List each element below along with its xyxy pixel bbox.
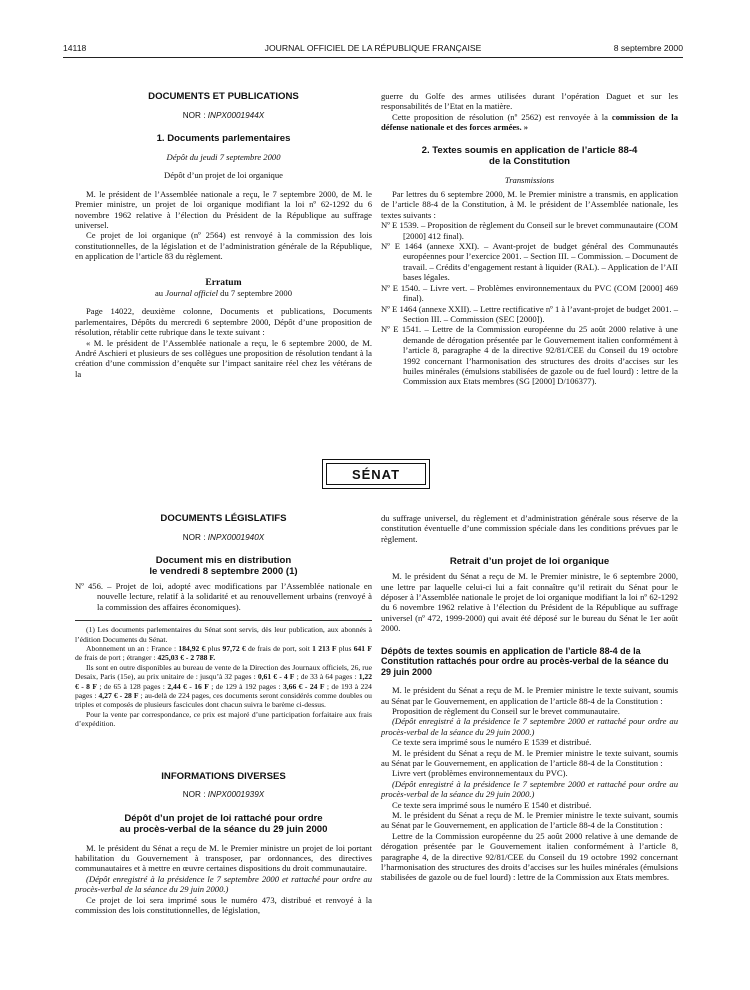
paragraph: Par lettres du 6 septembre 2000, M. le Premier ministre a transmis, en application de l’article 88-4 de la Constitution, à M. le président de l’Assemblée nationale, les textes suivants :: [381, 189, 678, 220]
subsection-title: Dépôt d’un projet de loi rattaché pour ordre au procès-verbal de la séance du 29 juin 2000: [119, 812, 328, 835]
footnote: (1) Les documents parlementaires du Sénat sont servis, dès leur publication, aux abonnés à l’édition Documents du Sénat. Abonnement un an : France : 184,92 € plus 97,72 € de frais de port, soit 1 213 F plus 641 F de frais de port ; étranger : 425,03 € - 2 788 F. Ils sont en outre disponibles au bureau de vente de la Direction des Journaux officiels, 26, rue Desaix, Paris (15e), au prix unitaire de : jusqu’à 32 pages : 0,61 € - 4 F ; de 33 à 64 pages : 1,22 € - 8 F ; de 65 à 128 pages : 2,44 € - 16 F ; de 129 à 192 pages : 3,66 € - 24 F ; de 193 à 224 pages : 4,27 € - 28 F ; au-delà de 224 pages, ces documents seront considérés comme doubles ou triples et composés de plusieurs fascicules dont chacun suivra le barème ci-dessus. Pour la vente par correspondance, ce prix est majoré d’une participation forfaitaire aux frais d’expédition.: [75, 625, 372, 729]
list-item: Nº E 1540. – Livre vert. – Problèmes environnementaux du PVC (COM [2000] 469 final).: [381, 282, 678, 304]
paragraph: M. le président de l’Assemblée nationale a reçu, le 7 septembre 2000, de M. le Premier ministre, un projet de loi organique modifiant la loi nº 62-1292 du 6 novembre 1962 relative à l’élection du Président de la République au suffrage universel.: [75, 188, 372, 230]
senat-column-left: [75, 513, 372, 915]
list-item: Nº 456. – Projet de loi, adopté avec modifications par l’Assemblée nationale en nouvelle lecture, relatif à la solidarité et au renouvellement urbains (renvoyé à la commission des affaires économiques).: [75, 580, 372, 612]
nor-reference: NOR : INPX0001940X: [182, 532, 265, 542]
paragraph: M. le président du Sénat a reçu de M. le Premier ministre le texte suivant, soumis au Sénat par le Gouvernement, en application de l’article 88-4 de la Constitution :: [381, 810, 678, 831]
nor-reference: NOR : INPX0001939X: [182, 790, 265, 800]
paragraph: M. le président du Sénat a reçu de M. le Premier ministre le texte suivant, soumis au Sénat par le Gouvernement, en application de l’article 88-4 de la Constitution :: [381, 685, 678, 706]
an-column-left: [75, 91, 372, 379]
subsection-title: Dépôts de textes soumis en application de l’article 88-4 de la Constitution rattachés pour ordre au procès-verbal de la séance du 29 juin 2000: [381, 645, 669, 677]
paragraph: Lettre de la Commission européenne du 25 août 2000 relative à une demande de dérogation présentée par le Gouvernement italien conformément à l’article 8, paragraphe 4, de la directive 92/81/CEE du Conseil du 19 octobre 1992 concernant l’harmonisation des structures des droits d’accises sur les huiles minérales (émulsions stabilisées de gazole ou de fuel lourd) : lettre de la Commission aux Etats membres.: [381, 830, 678, 883]
list-item: Nº E 1464 (annexe XXI). – Avant-projet de budget général des Communautés européennes pour l’exercice 2001. – Section III. – Commission. – Document de travail. – Crédits d’engagement restant à liquider (RAL). – Application de l’AII bases légales.: [381, 241, 678, 283]
paragraph: « M. le président de l’Assemblée nationale a reçu, le 6 septembre 2000, de M. André Aschieri et plusieurs de ses collègues une proposition de résolution tendant à la création d’une commission d’enquête sur l’impact sanitaire réel chez les vétérans de la: [75, 337, 372, 379]
erratum-title: Erratum: [205, 276, 242, 288]
deposit-date: Dépôt du jeudi 7 septembre 2000: [166, 151, 281, 162]
subsection-title: Document mis en distribution le vendredi 8 septembre 2000 (1): [149, 554, 298, 577]
list-item: Nº E 1541. – Lettre de la Commission européenne du 25 août 2000 relative à une demande de dérogation présentée par le Gouvernement italien conformément à l’article 8, paragraphe 4 de la directive 92/81/CEE du Conseil du 19 octobre 1992 concernant l’harmonisation des structures des droits d’accises sur les huiles minérales (émulsions stabilisées de gazole ou de fuel lourd) : lettre de la Commission aux Etats membres (SG [2000] D/106377).: [381, 324, 678, 387]
paragraph: Livre vert (problèmes environnementaux du PVC).: [392, 768, 568, 779]
paragraph: M. le président du Sénat a reçu de M. le Premier ministre un projet de loi portant habilitation du Gouvernement à transposer, par ordonnances, des directives communautaires et à mettre en œuvre certaines dispositions du droit communautaire.: [75, 842, 372, 874]
page-header: [63, 43, 683, 58]
page-number: 14118: [63, 43, 87, 53]
senat-banner: SÉNAT: [322, 459, 430, 489]
senat-column-right: [381, 513, 678, 883]
paragraph: guerre du Golfe des armes utilisées durant l’opération Daguet et sur les responsabilités de l’Etat en la matière.: [381, 91, 678, 112]
transmissions-label: Transmissions: [504, 174, 555, 185]
paragraph: Ce projet de loi sera imprimé sous le numéro 473, distribué et renvoyé à la commission des lois constitutionnelles, de législation,: [75, 894, 372, 915]
paragraph: Ce texte sera imprimé sous le numéro E 1539 et distribué.: [392, 737, 592, 748]
nor-reference: NOR : INPX0001944X: [182, 110, 265, 120]
list-item: Nº E 1464 (annexe XXII). – Lettre rectificative nº 1 à l’avant-projet de budget 2001. – Section III. – Commission (SEC [2000]).: [381, 303, 678, 324]
paragraph: Page 14022, deuxième colonne, Documents et publications, Documents parlementaires, Dépôts du mercredi 6 septembre 2000, Dépôt d’une proposition de résolution, rétablir cette rubrique dans le texte suivant :: [75, 306, 372, 338]
an-column-right: [381, 91, 678, 387]
issue-date: 8 septembre 2000: [613, 43, 683, 53]
paragraph: Proposition de règlement du Conseil sur le brevet communautaire.: [392, 705, 620, 716]
subsection-title: 1. Documents parlementaires: [156, 132, 291, 144]
paragraph: (Dépôt enregistré à la présidence le 7 septembre 2000 et rattaché pour ordre au procès-verbal de la séance du 29 juin 2000.): [381, 716, 678, 737]
subsection-title: Retrait d’un projet de loi organique: [449, 556, 610, 568]
paragraph: (Dépôt enregistré à la présidence le 7 septembre 2000 et rattaché pour ordre au procès-verbal de la séance du 29 juin 2000.): [75, 873, 372, 895]
erratum-reference: au Journal officiel du 7 septembre 2000: [154, 287, 292, 298]
subsection-title: 2. Textes soumis en application de l’article 88-4 de la Constitution: [421, 144, 638, 167]
deposit-kind: Dépôt d’un projet de loi organique: [164, 170, 283, 181]
paragraph: (Dépôt enregistré à la présidence le 7 septembre 2000 et rattaché pour ordre au procès-verbal de la séance du 29 juin 2000.): [381, 778, 678, 800]
section-title: DOCUMENTS ET PUBLICATIONS: [148, 91, 299, 102]
paragraph: Ce texte sera imprimé sous le numéro E 1540 et distribué.: [392, 799, 592, 810]
section-title: INFORMATIONS DIVERSES: [161, 770, 286, 782]
paragraph: Cette proposition de résolution (nº 2562) est renvoyée à la commission de la défense nationale et des forces armées. »: [381, 111, 678, 133]
section-title: DOCUMENTS LÉGISLATIFS: [160, 513, 287, 524]
paragraph: du suffrage universel, du règlement et d’administration générale sous réserve de la constitution éventuelle d’une commission spéciale dans les conditions prévues par le règlement.: [381, 513, 678, 544]
paragraph: M. le président du Sénat a reçu de M. le Premier ministre le texte suivant, soumis au Sénat par le Gouvernement, en application de l’article 88-4 de la Constitution :: [381, 747, 678, 768]
paragraph: M. le président du Sénat a reçu de M. le Premier ministre, le 6 septembre 2000, une lettre par laquelle celui-ci lui a fait connaître qu’il retirait du Sénat pour le déposer à l’Assemblée nationale le projet de loi organique modifiant la loi nº 62-1292 du 6 novembre 1962 relative à l’élection du Président de la République au suffrage universel (nº 472, 1999-2000) qui avait été déposé sur le bureau du Sénat le 1er août 2000.: [381, 571, 678, 634]
journal-title: JOURNAL OFFICIEL DE LA RÉPUBLIQUE FRANÇAISE: [264, 43, 482, 53]
paragraph: Ce projet de loi organique (nº 2564) est renvoyé à la commission des lois constitutionnelles, de la législation et de l’administration générale de la République, en application de l’article 83 du règlement.: [75, 230, 372, 262]
list-item: Nº E 1539. – Proposition de règlement du Conseil sur le brevet communautaire (COM [2000] 412 final).: [381, 220, 678, 241]
